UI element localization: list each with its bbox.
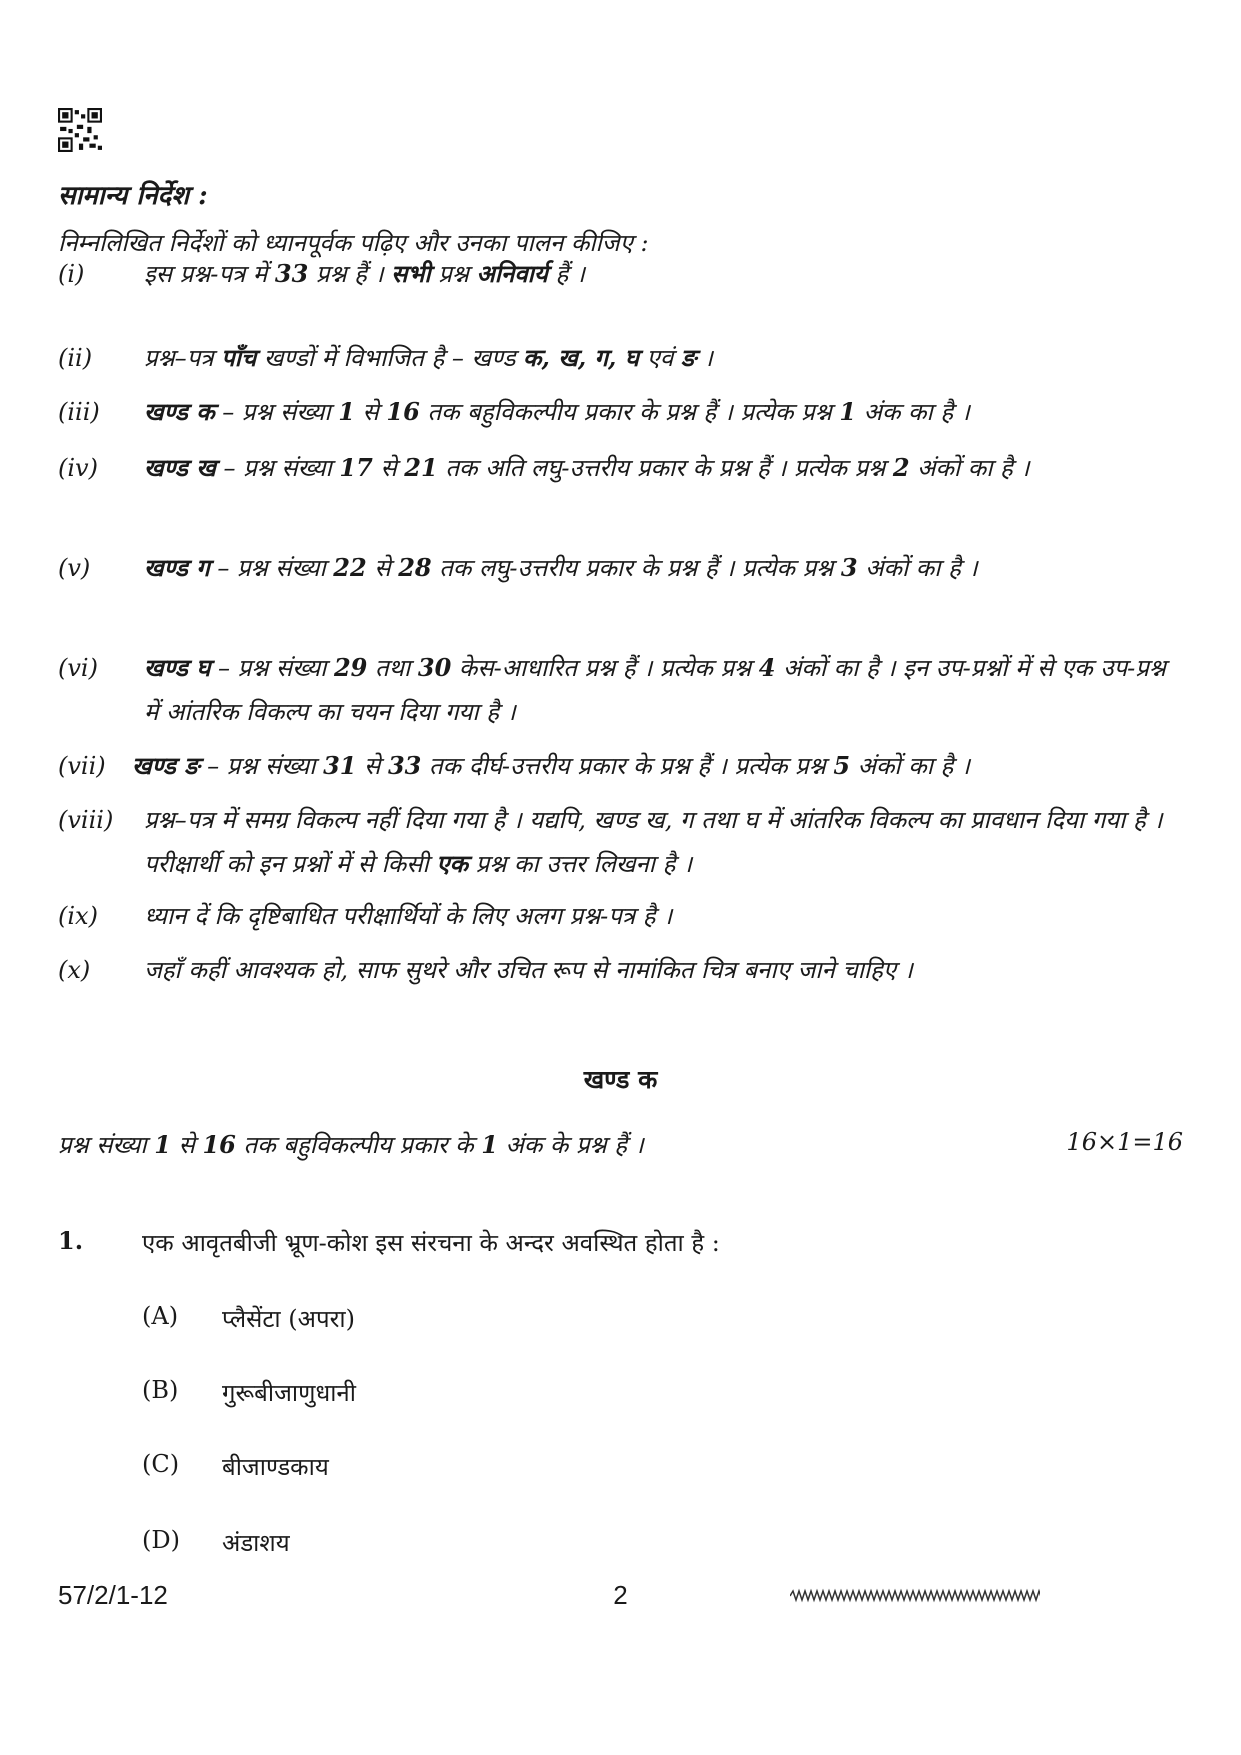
- section-title: खण्ड क: [583, 1065, 658, 1094]
- option-text: गुरूबीजाणुधानी: [222, 1379, 356, 1407]
- instruction-text: खण्ड ङ – प्रश्न संख्या 31 से 33 तक दीर्घ-उत्तरीय प्रकार के प्रश्न हैं । प्रत्येक प्रश्न 5 अंकों का है ।: [132, 751, 971, 780]
- general-instructions-intro: निम्नलिखित निर्देशों को ध्यानपूर्वक पढ़िए और उनका पालन कीजिए :: [58, 229, 649, 257]
- instruction-number: (vii): [58, 752, 106, 780]
- instruction-number: (iv): [58, 454, 98, 482]
- option-text: बीजाण्डकाय: [222, 1453, 329, 1481]
- option-text: अंडाशय: [222, 1529, 290, 1557]
- option-label: (A): [142, 1302, 179, 1330]
- paper-code: 57/2/1-12: [58, 1580, 168, 1610]
- option-label: (C): [142, 1450, 180, 1478]
- instruction-number: (viii): [58, 806, 114, 834]
- instruction-number: (v): [58, 554, 91, 582]
- section-instruction: प्रश्न संख्या 1 से 16 तक बहुविकल्पीय प्रकार के 1 अंक के प्रश्न हैं । 16×1=16: [58, 1128, 1183, 1159]
- instruction-number: (ix): [58, 902, 98, 930]
- option-label: (D): [142, 1526, 180, 1554]
- instruction-text: खण्ड घ – प्रश्न संख्या 29 तथा 30 केस-आधारित प्रश्न हैं । प्रत्येक प्रश्न 4 अंकों का है । इन उप-प्रश्नों में से एक उप-प्रश्न में आंतरिक विकल्प का चयन दिया गया है ।: [144, 653, 1166, 726]
- instruction-text: इस प्रश्न-पत्र में 33 प्रश्न हैं । सभी प्रश्न अनिवार्य हैं ।: [144, 259, 585, 288]
- general-instructions-heading: सामान्य निर्देश :: [58, 181, 208, 211]
- instruction-text: प्रश्न–पत्र पाँच खण्डों में विभाजित है – खण्ड क, ख, ग, घ एवं ङ ।: [144, 343, 713, 372]
- instruction-text: ध्यान दें कि दृष्टिबाधित परीक्षार्थियों के लिए अलग प्रश्न-पत्र है ।: [144, 902, 673, 930]
- instruction-text: खण्ड ग – प्रश्न संख्या 22 से 28 तक लघु-उत्तरीय प्रकार के प्रश्न हैं । प्रत्येक प्रश्न 3 अंकों का है ।: [144, 553, 978, 582]
- instruction-text: खण्ड क – प्रश्न संख्या 1 से 16 तक बहुविकल्पीय प्रकार के प्रश्न हैं । प्रत्येक प्रश्न 1 अंक का है ।: [144, 397, 970, 426]
- instruction-text: प्रश्न–पत्र में समग्र विकल्प नहीं दिया गया है । यद्यपि, खण्ड ख, ग तथा घ में आंतरिक विकल्प का प्रावधान दिया गया है । परीक्षार्थी को इन प्रश्नों में से किसी एक प्रश्न का उत्तर लिखना है ।: [144, 806, 1163, 878]
- instruction-text: जहाँ कहीं आवश्यक हो, साफ सुथरे और उचित रूप से नामांकित चित्र बनाए जाने चाहिए ।: [144, 956, 913, 984]
- instruction-number: (i): [58, 260, 85, 288]
- question-number: 1.: [58, 1226, 84, 1255]
- instruction-number: (iii): [58, 398, 100, 426]
- page-number: 2: [613, 1580, 628, 1610]
- instruction-text: खण्ड ख – प्रश्न संख्या 17 से 21 तक अति लघु-उत्तरीय प्रकार के प्रश्न हैं । प्रत्येक प्रश्न 2 अंकों का है ।: [144, 453, 1030, 482]
- section-marks: 16×1=16: [1066, 1128, 1183, 1156]
- wave-line-icon: [790, 1588, 1040, 1604]
- question-text: एक आवृतबीजी भ्रूण-कोश इस संरचना के अन्दर अवस्थित होता है :: [142, 1229, 720, 1257]
- option-text: प्लैसेंटा (अपरा): [222, 1305, 355, 1333]
- instruction-number: (ii): [58, 344, 93, 372]
- instruction-number: (x): [58, 956, 91, 984]
- instruction-number: (vi): [58, 654, 98, 682]
- qr-code-icon: [58, 108, 102, 152]
- option-label: (B): [142, 1376, 179, 1404]
